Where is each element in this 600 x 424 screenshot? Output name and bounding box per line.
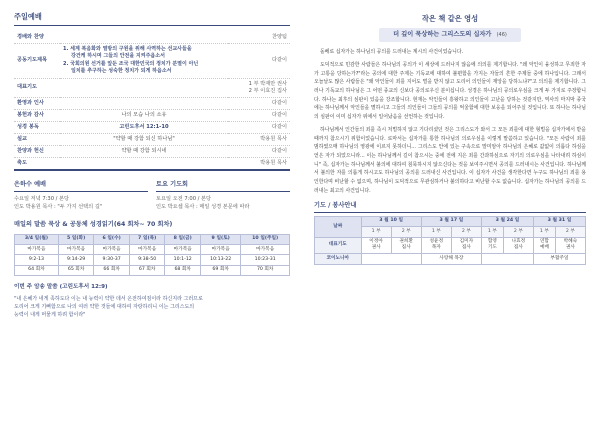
part-cell: 2 부: [391, 227, 421, 237]
worship-content: 나의 모습 나의 소유: [60, 109, 228, 121]
verse-line: 능력이 내게 머물게 하려 함이라": [14, 311, 86, 318]
chapter-cell: 9:30-37: [94, 255, 130, 265]
wednesday-line: 인도 박용원 목사 : "두 가지 선택의 길": [14, 204, 103, 211]
part-cell: 2 부: [503, 227, 533, 237]
worship-row: [14, 78, 290, 97]
prayer-label: 대표기도: [315, 237, 362, 254]
saturday-line: 인도 박요셉 목사 : 매일 성경 본문에 따라: [156, 204, 250, 211]
prayer-name: 함영: [487, 239, 497, 245]
date-header: 3 월 17 일: [421, 216, 481, 226]
meeting-boxes: [14, 181, 290, 211]
book-cell: 마가복음: [200, 245, 240, 255]
chapter-cell: 10:1-12: [165, 255, 201, 265]
worship-leader: 다같이: [228, 145, 290, 157]
prayer-item: 강건케 하시며 그들의 안전을 지켜주옵소서: [71, 53, 165, 60]
worship-row: [14, 157, 290, 170]
worship-row: [14, 145, 290, 157]
worship-row: [14, 32, 290, 44]
prayer-items: [60, 43, 228, 78]
prayer-name: 김미자: [459, 239, 474, 245]
devotional-body: [314, 48, 586, 196]
worship-leader: [228, 78, 290, 97]
worship-label: 봉헌과 감사: [14, 109, 60, 121]
koinonia-label: 코이노니아: [315, 254, 362, 264]
prayer-name: 나효정: [511, 239, 526, 245]
table-row: [315, 216, 586, 226]
worship-row: [14, 43, 290, 78]
day-header: 9 일(토): [200, 234, 240, 244]
worship-content: [60, 157, 228, 170]
chapter-cell: 10:13-22: [200, 255, 240, 265]
prayer-role: 예배: [539, 245, 549, 251]
worship-label: 공동기도제목: [14, 43, 60, 78]
saturday-prayer: [156, 181, 290, 211]
book-cell: 마가복음: [94, 245, 130, 255]
table-row: [15, 265, 290, 275]
prayer-role: 목자: [431, 245, 441, 251]
prayer-role: 권사: [371, 245, 381, 251]
bible-reading-table: [14, 234, 290, 276]
day-header: 8 일(금): [165, 234, 201, 244]
worship-label: 찬양과 헌신: [14, 145, 60, 157]
worship-label: 축도: [14, 157, 60, 170]
worship-leader: 박용원 목사: [228, 157, 290, 170]
worship-leader: 다같이: [228, 43, 290, 78]
part-cell: 2 부: [555, 227, 585, 237]
memory-verse: [14, 295, 290, 319]
worship-leader: 다같이: [228, 109, 290, 121]
worship-content: [60, 32, 228, 44]
part-cell: 1 부: [533, 227, 555, 237]
prayer-role: 집사: [513, 245, 523, 251]
prayer-cell: [361, 237, 391, 254]
prayer-role: 기도: [487, 245, 497, 251]
prayer-item: 일치를 추구하는 성숙한 정치가 되게 하옵소서: [71, 68, 172, 75]
session-cell: 69 회차: [200, 265, 240, 275]
prayer-cell: [503, 237, 533, 254]
wednesday-title: 은하수 예배: [14, 181, 148, 192]
subtitle-text: 더 깊이 묵상하는 그리스도의 십자가: [393, 30, 492, 38]
prayer-cell: [421, 237, 451, 254]
worship-order: [14, 32, 290, 171]
chapter-cell: 9:38-50: [129, 255, 165, 265]
prayer-role: 집사: [401, 245, 411, 251]
book-cell: 마가복음: [129, 245, 165, 255]
worship-row: [14, 109, 290, 121]
part-cell: 2 부: [451, 227, 481, 237]
table-row: [15, 245, 290, 255]
koinonia-cell: 부활주일: [533, 254, 585, 264]
part-cell: 1 부: [481, 227, 503, 237]
prayer-name: 성윤정: [429, 239, 444, 245]
date-header: 3 월 10 일: [361, 216, 421, 226]
worship-content: 고린도후서 12:1-10: [60, 121, 228, 133]
worship-label: 경배와 찬양: [14, 32, 60, 44]
prayer-item: 1. 세계 복음화와 열방의 구원을 위해 사역하는 선교사들을: [63, 45, 192, 52]
worship-label: 환영과 인사: [14, 97, 60, 109]
prayer-cell: [391, 237, 421, 254]
session-cell: 66 회차: [94, 265, 130, 275]
date-label: 날짜: [315, 216, 362, 237]
part-cell: 1 부: [421, 227, 451, 237]
worship-row: [14, 121, 290, 133]
book-cell: 마가복음: [15, 245, 59, 255]
worship-label: 대표기도: [14, 78, 60, 97]
worship-content: "약할 때 강함 되신 하나님": [60, 133, 228, 145]
chapter-cell: 10:23-31: [241, 255, 290, 265]
book-cell: 마가복음: [165, 245, 201, 255]
worship-row: [14, 97, 290, 109]
prayer-role: 집사: [461, 245, 471, 251]
devotional-title: 작은 책 같은 영성: [421, 14, 479, 23]
worship-content: [60, 78, 228, 97]
saturday-line: 토요일 오전 7:00 / 본당: [156, 196, 212, 203]
wednesday-line: 수요일 저녁 7:30 / 본당: [14, 196, 70, 203]
session-cell: 65 회차: [58, 265, 94, 275]
part-cell: 1 부: [361, 227, 391, 237]
prayer-cell: [555, 237, 585, 254]
verse-line: "내 은혜가 네게 족하도다 이는 내 능력이 약한 데서 온전하여짐이라 하신지라 그러므로: [14, 295, 203, 302]
right-page: [304, 0, 600, 424]
verse-line: 도리어 크게 기뻐함으로 나의 여러 약한 것들에 대하여 자랑하리니 이는 그리스도의: [14, 303, 195, 310]
book-cell: 마가복음: [58, 245, 94, 255]
worship-leader: 다같이: [228, 97, 290, 109]
day-header: 5 일(화): [58, 234, 94, 244]
day-header: 6 일(수): [94, 234, 130, 244]
prayer-name: 박혜숙: [563, 239, 578, 245]
table-row: [315, 254, 586, 264]
chapter-cell: 9:14-29: [58, 255, 94, 265]
paragraph: 돌베로 십자가는 하나님의 공의를 드러내는 계시의 사건이었습니다.: [320, 49, 464, 56]
saturday-title: 토요 기도회: [156, 181, 290, 192]
worship-leader: 다같이: [228, 121, 290, 133]
worship-label: 설교: [14, 133, 60, 145]
prayer-name: 권희환: [399, 239, 413, 245]
book-cell: 마가복음: [241, 245, 290, 255]
worship-leader: 박용원 목사: [228, 133, 290, 145]
chapter-cell: 9:2-13: [15, 255, 59, 265]
day-header: 7 일(목): [129, 234, 165, 244]
prayer-service-table: [314, 216, 586, 265]
koinonia-cell: [361, 254, 421, 264]
prayer-name: 이정아: [369, 239, 383, 245]
worship-leader: 찬양팀: [228, 32, 290, 44]
table-row: [15, 234, 290, 244]
worship-row: [14, 133, 290, 145]
worship-label: 성경 봉독: [14, 121, 60, 133]
subtitle-box: [379, 28, 521, 42]
table-row: [315, 237, 586, 254]
session-cell: 67 회차: [129, 265, 165, 275]
prayer-name: 연합: [539, 239, 549, 245]
worship-content: [60, 97, 228, 109]
worship-content: 약할 때 강함 되시네: [60, 145, 228, 157]
wednesday-service: [14, 181, 148, 211]
koinonia-cell: [481, 254, 533, 264]
prayer-cell: [451, 237, 481, 254]
bible-reading-title: 매일의 말씀 묵상 & 공동체 성경읽기(64 회차~ 70 회차): [14, 221, 173, 229]
prayer-role: 권사: [565, 245, 575, 251]
devotional-subtitle: [314, 28, 586, 42]
date-header: 3 월 24 일: [481, 216, 533, 226]
koinonia-cell: 사랑해 목장: [421, 254, 481, 264]
session-cell: 70 회차: [241, 265, 290, 275]
prayer-service-title: 기도 / 봉사안내: [314, 202, 586, 213]
prayer-leader-2: 2 부 이효진 집사: [248, 87, 287, 94]
prayer-leader-1: 1 부 박재만 권사: [248, 80, 287, 87]
session-cell: 68 회차: [165, 265, 201, 275]
day-header: 3/4 일(월): [15, 234, 59, 244]
subtitle-ref: (46): [496, 31, 507, 38]
table-row: [15, 255, 290, 265]
paragraph: 도덕적으로 민감한 사람들은 하나님의 공의가 이 세상에 드러나지 않음에 의의를 제기합니다. "왜 악인이 융성하고 무죄한 자가 고통을 당하는가?"라는 공의에 대한 주제는 기독교에 대하여 불편함을 가지는 자들의 흔한 주제들 중에 하나입니다. 그래서 오늘날도 많은 사람들은 "왜 악인들이 죄를 지어도 벌을 받지 않고 도리어 의인들이 재앙을 당하느냐?"고 의의를 제기합니다. 그러나 기독교의 하나님은 그 어떤 종교의 신보다 공의로우신 분이십니다. 성경은 하나님의 공의로우심을 크게 두 가지로 주장합니다. 하나는 최후의 심판이 있음을 강조합니다. 현재는 악인들이 흥왕하고 의인들이 고난을 당하는 것같지만, 역사의 마지막 종국에는 하나님께서 악인들을 멸하시고 그들의 의인들이 그들의 공의를 억울함에 대한 보응을 되어주실 것입니다. 또 하나는 하나님의 심판이 이미 십자가 위에서 일어났음을 선언하는 것입니다.: [314, 61, 586, 121]
date-header: 3 월 31 일: [533, 216, 585, 226]
day-header: 10 일(주일): [241, 234, 290, 244]
sunday-worship-title: 주일예배: [14, 12, 290, 26]
paragraph: 하나님께서 인간들의 죄를 즉시 처벌하지 않고 기다리셨던 것은 그리스도가 와서 그 모든 죄를에 대한 형벌을 십자가에서 받을 때까지 참으시기 위함이었습니다. 로마서는 십자가를 통한 하나님의 의로우심을 이렇게 말씀하고 있습니다. "모든 사람이 죄를 범하였으매 하나님의 영광에 이르지 못하더니... 그리스도 안에 있는 구속으로 말미암아 하나님의 은혜로 값없이 의롭다 하심을 얻은 자가 되었으니라... 이는 하나님께서 길이 참으시는 중에 전에 지은 죄를 간과하심으로 자기의 의로우심을 나타내려 하심이니" 즉, 십자가는 하나님께서 불의에 대하여 침묵하시지 않으신다는 것을 보여주시면서 공의를 드러내시는 사건입니다. 하나님께서 불의한 자를 의롭게 하시고도 하나님의 공의를 드러내신 사건입니다. 이 십자가 사건을 생각한다면 누구도 하나님의 죄를 용인한다며 비난할 수 없으며, 하나님이 도덕적으로 무관심하거나 불의하다고 비난할 수도 없습니다. 십자가는 하나님의 공의를 드러내는 최고의 사건입니다.: [314, 126, 586, 194]
prayer-item: 2. 국회의원 선거를 앞둔 조국 대한민국의 정치가 분열이 아닌: [63, 60, 199, 67]
memory-verse-title: 이번 주 암송 말씀 (고린도후서 12:9): [14, 284, 108, 291]
prayer-cell: [533, 237, 555, 254]
prayer-cell: [481, 237, 503, 254]
session-cell: 64 회차: [15, 265, 59, 275]
